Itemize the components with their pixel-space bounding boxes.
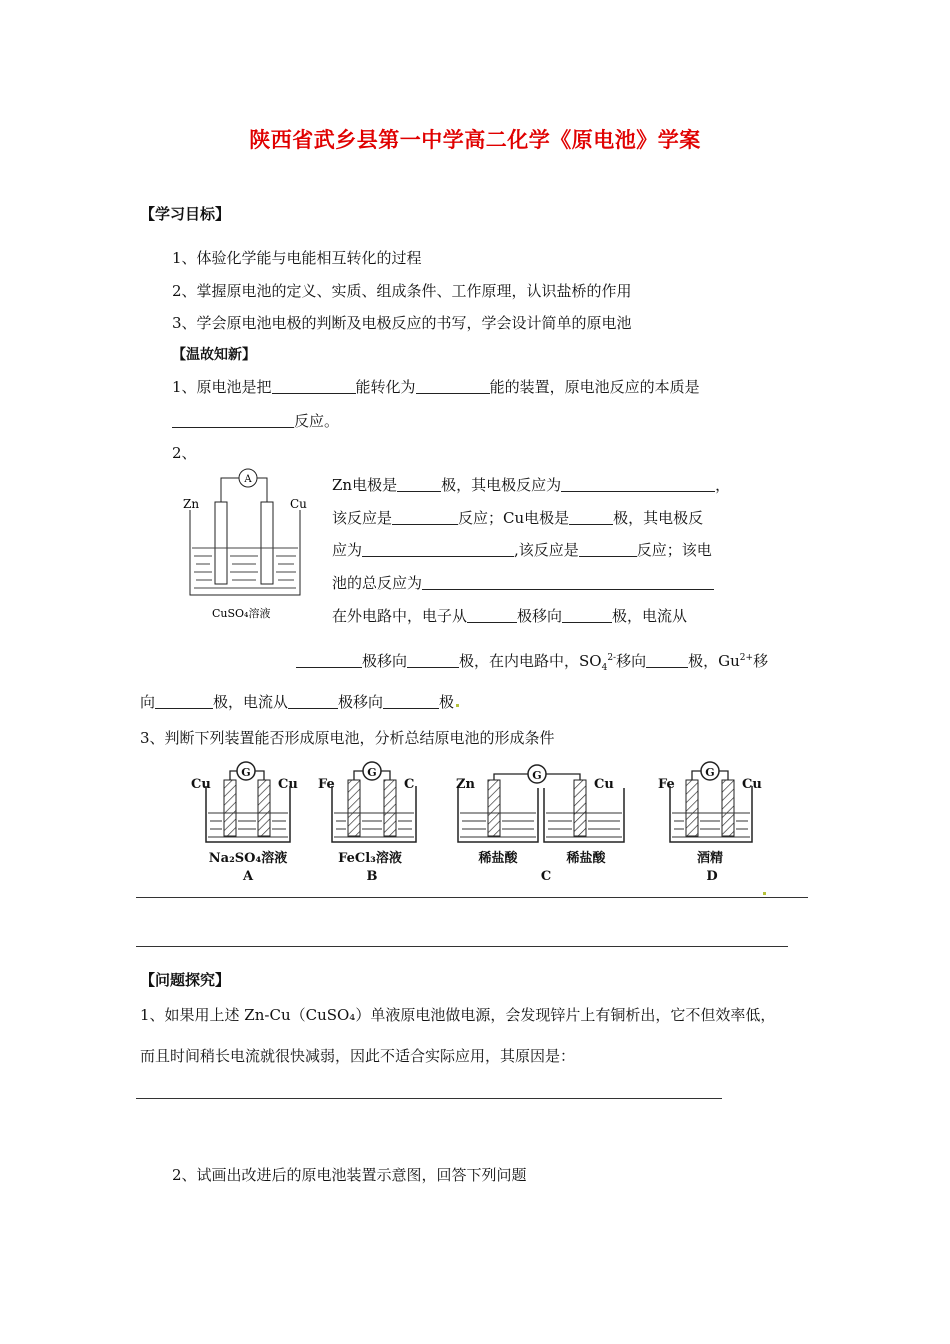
galvanometer-label: G (705, 766, 715, 779)
text: 反应。 (294, 412, 340, 430)
text: 反应；该电 (636, 541, 712, 559)
review-q2-line6 (296, 650, 768, 673)
text: ,该反应是 (514, 541, 579, 559)
answer-blank[interactable] (422, 574, 714, 590)
text: 反应；Cu电极是 (458, 509, 570, 527)
electrode-right-label: Cu (742, 777, 762, 792)
answer-blank[interactable] (569, 509, 613, 525)
objective-item: 2、掌握原电池的定义、实质、组成条件、工作原理，认识盐桥的作用 (172, 282, 632, 300)
superscript: 2+ (739, 653, 754, 663)
electrode-right-label: Cu (290, 497, 307, 511)
text: 移 (753, 652, 769, 670)
answer-blank[interactable] (383, 693, 439, 709)
review-heading: 【温故知新】 (172, 347, 256, 363)
text: 极，在内电路中，SO (459, 652, 602, 670)
text: 极移向 (338, 693, 384, 711)
electrode-right-label: Cu (278, 777, 298, 792)
device-label: C (540, 869, 552, 884)
device-label: A (242, 869, 254, 884)
text: 池的总反应为 (332, 574, 423, 592)
explore-heading: 【问题探究】 (140, 971, 231, 989)
answer-blank[interactable] (155, 693, 213, 709)
answer-blank[interactable] (416, 378, 490, 394)
answer-blank[interactable] (172, 412, 294, 428)
solution-label: CuSO₄溶液 (212, 607, 271, 620)
review-q2-line1 (332, 474, 730, 495)
text: 能的装置，原电池反应的本质是 (489, 378, 700, 396)
speck (456, 704, 459, 707)
electrode-right-label: C (404, 777, 415, 792)
electrode-left-label: Cu (191, 777, 211, 792)
device-label: D (706, 869, 718, 884)
text: 极，电流从 (612, 607, 688, 625)
device-d (658, 762, 762, 884)
review-q2-line3 (332, 539, 712, 560)
answer-blank[interactable] (646, 652, 688, 668)
solution-label: 酒精 (696, 851, 724, 866)
text: 极，Gu (688, 652, 740, 670)
objective-item: 3、学会原电池电极的判断及电极反应的书写，学会设计简单的原电池 (172, 314, 632, 332)
text: 应为 (332, 541, 363, 559)
text: 极，电流从 (213, 693, 289, 711)
review-q2-line4 (332, 572, 714, 593)
solution-label: FeCl₃溶液 (338, 851, 402, 866)
answer-blank[interactable] (407, 652, 459, 668)
solution-label: Na₂SO₄溶液 (208, 851, 288, 866)
galvanometer-label: G (532, 769, 542, 782)
answer-blank[interactable] (288, 693, 338, 709)
answer-line[interactable] (136, 946, 788, 947)
objective-item: 1、体验化学能与电能相互转化的过程 (172, 249, 422, 267)
solution-right-label: 稀盐酸 (566, 851, 606, 866)
galvanometer-label: G (241, 766, 251, 779)
electrode-left-label: Fe (658, 777, 675, 792)
text: 向 (140, 693, 156, 711)
text: 1、原电池是把 (172, 378, 272, 396)
review-q2-number: 2、 (172, 444, 197, 462)
answer-blank[interactable] (561, 476, 715, 492)
device-c (456, 765, 624, 884)
review-q2-line5 (332, 605, 687, 626)
electrode-left-label: Zn (183, 497, 200, 511)
page-title: 陕西省武乡县第一中学高二化学《原电池》学案 (249, 128, 701, 152)
objectives-heading: 【学习目标】 (140, 205, 231, 223)
text: 极，其电极反应为 (441, 476, 562, 494)
text: 极移向 (517, 607, 563, 625)
solution-left-label: 稀盐酸 (478, 851, 518, 866)
review-q2-line2 (332, 507, 703, 528)
device-label: B (366, 869, 378, 884)
electrode-left-label: Zn (456, 777, 475, 792)
review-q2-line7 (140, 691, 454, 712)
text: 能转化为 (355, 378, 416, 396)
electrode-left-label: Fe (318, 777, 335, 792)
explore-q1-line1: 1、如果用上述 Zn-Cu（CuSO₄）单液原电池做电源，会发现锌片上有铜析出，它不但效率低， (140, 1006, 776, 1024)
meter-label: A (244, 474, 252, 485)
electrode-right-label: Cu (594, 777, 614, 792)
device-b (318, 762, 416, 884)
text: ， (715, 476, 731, 494)
cell-devices-figure (186, 758, 776, 886)
zn-cu-cell-diagram (178, 462, 318, 622)
subscript: 4 (601, 663, 608, 673)
device-a (191, 762, 298, 884)
text: 移向 (616, 652, 647, 670)
explore-q2: 2、试画出改进后的原电池装置示意图，回答下列问题 (172, 1166, 527, 1184)
text: 极 (439, 693, 455, 711)
text: 在外电路中，电子从 (332, 607, 468, 625)
answer-blank[interactable] (562, 607, 612, 623)
text: 该反应是 (332, 509, 393, 527)
answer-blank[interactable] (467, 607, 517, 623)
text: 极，其电极反 (613, 509, 704, 527)
review-q3-text: 3、判断下列装置能否形成原电池，分析总结原电池的形成条件 (140, 729, 555, 747)
answer-blank[interactable] (296, 652, 362, 668)
speck (763, 892, 766, 895)
galvanometer-label: G (367, 766, 377, 779)
review-q1-line1 (172, 376, 700, 397)
answer-blank[interactable] (579, 541, 637, 557)
superscript: 2- (607, 653, 617, 663)
answer-blank[interactable] (397, 476, 441, 492)
answer-blank[interactable] (392, 509, 458, 525)
explore-q1-line2: 而且时间稍长电流就很快减弱，因此不适合实际应用，其原因是： (140, 1047, 576, 1065)
answer-blank[interactable] (362, 541, 514, 557)
answer-line[interactable] (136, 1098, 722, 1099)
text: 极移向 (362, 652, 408, 670)
answer-line[interactable] (136, 897, 808, 898)
text: Zn电极是 (332, 476, 398, 494)
review-q1-line2 (172, 410, 339, 431)
answer-blank[interactable] (272, 378, 356, 394)
